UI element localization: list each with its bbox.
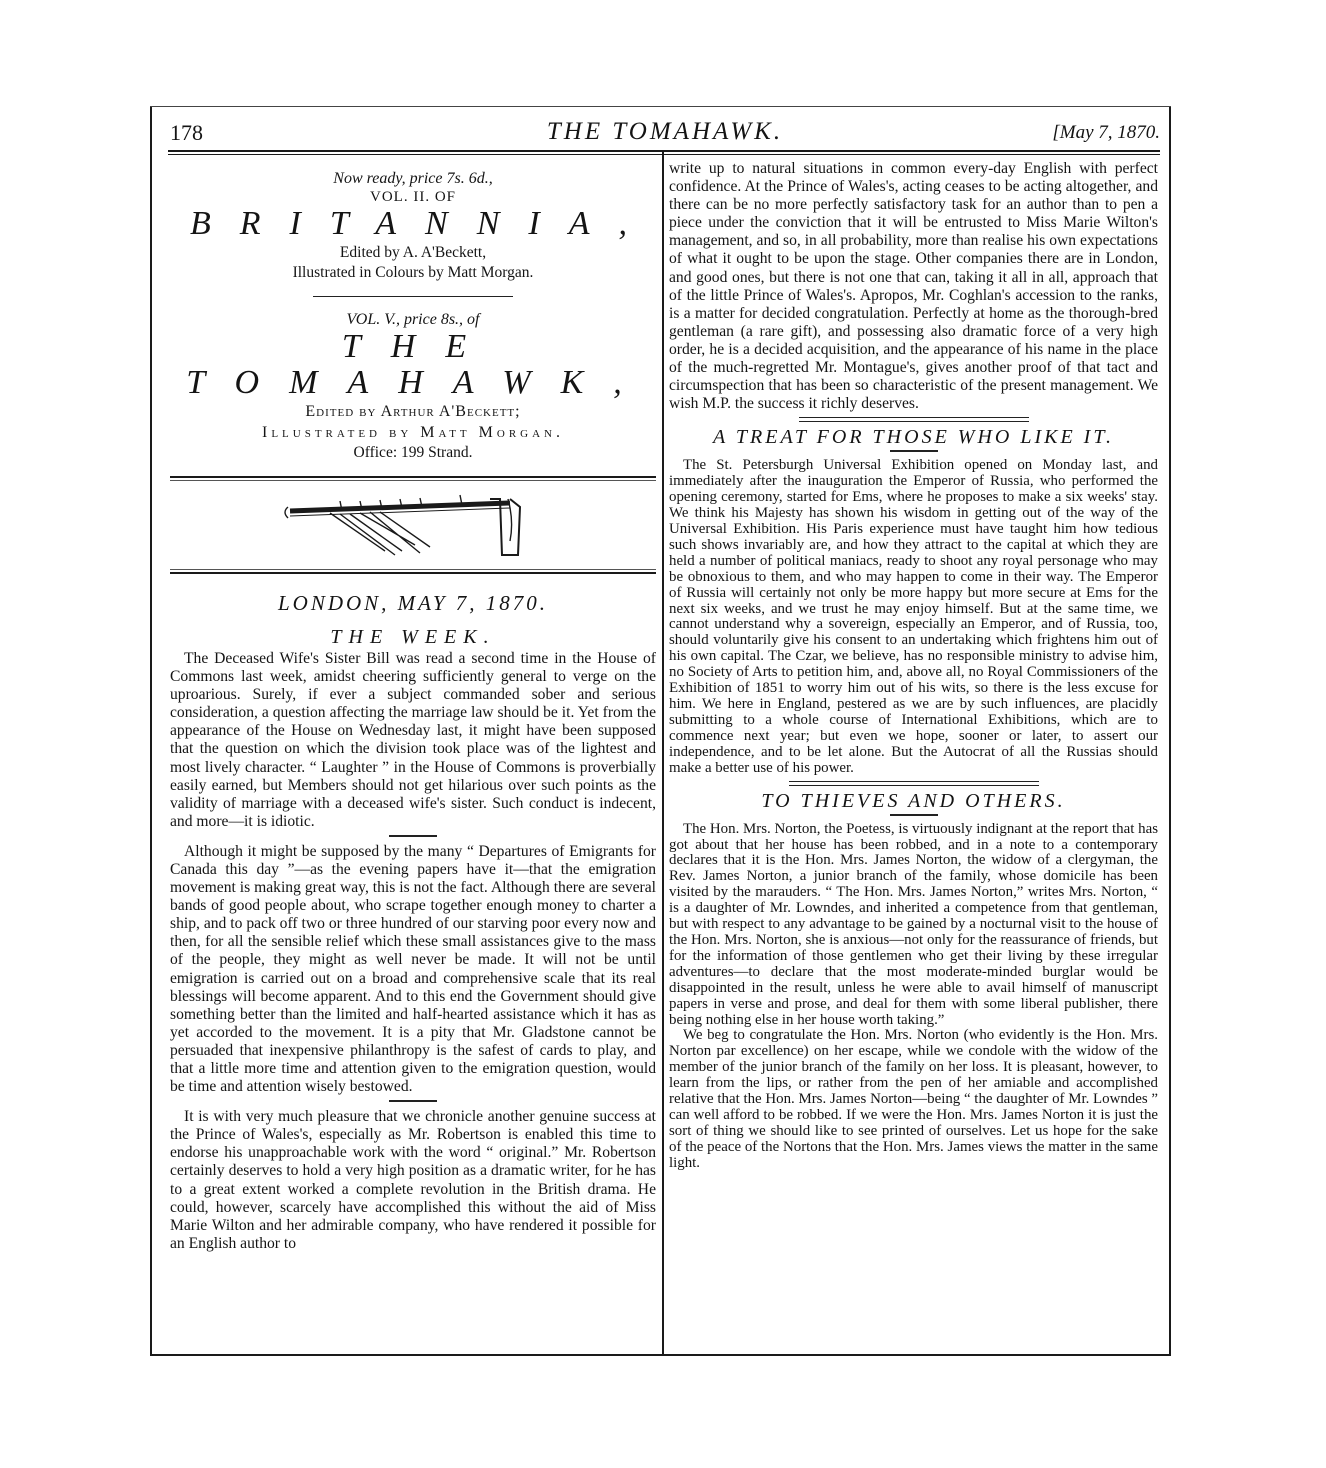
britannia-illustrator: Illustrated in Colours by Matt Morgan. xyxy=(292,264,534,282)
section-divider xyxy=(389,1100,437,1102)
section-divider xyxy=(890,814,938,816)
week-paragraph-2: Although it might be supposed by the many “ Departures of Emigrants for Canada this day ”—as the evening papers have it—that the emigration movement is making great way, this is not the fact. Although there are several bands of good people about, who scrape together enough money to charter a ship, and to pack off two or three hundred of our starving poor every now and then, for all the sensible relief which these small assistances give to the mass of the people, they might as well never be made. It will not be until emigration is carried out on a broad and comprehensive scale that its real blessings will become apparent. And to this end the Government should give something better than the limited and half-hearted assistance which it has as yet accorded to the movement. It is a pity that Mr. Gladstone cannot be persuaded that inexpensive philanthropy is the safest of cards to play, and that a little more time and attention given to the emigration question, would be time and attention wisely bestowed. xyxy=(170,842,656,1096)
britannia-editor: Edited by A. A'Beckett, xyxy=(339,244,487,262)
britannia-volume: VOL. II. OF xyxy=(370,189,456,206)
right-column xyxy=(669,160,1158,1172)
thieves-paragraph-1: The Hon. Mrs. Norton, the Poetess, is virtuously indignant at the report that has got about that her house has been robbed, and in a note to a contemporary declares that it is the Hon. Mrs. James Norton, the widow of a clergyman, the Rev. James Norton, a junior branch of the family, whose domicile has been visited by the marauders. “ The Hon. Mrs. James Norton,” writes Mrs. Norton, “ is a daughter of Mr. Lowndes, and inherited a competence from that gentleman, but with respect to any advantage to be gained by a nocturnal visit to the house of the Hon. Mrs. Norton, she is anxious—not only for the reassurance of friends, but for the information of those gentlemen who get their living by these irregular adventures—to declare that the most moderate-minded burglar would be disappointed in the result, unless he were able to avail himself of manuscript papers in verse and prose, and deal for them with some liberal publisher, there being nothing else in her house worth taking.” xyxy=(669,820,1158,1028)
week-paragraph-3-continued: write up to natural situations in common every-day English with perfect confidence. At the Prince of Wales's, acting ceases to be acting altogether, and there can be no more perfectly satisfactory task for an author than to pen a piece under the conviction that it will be entrusted to Miss Marie Wilton's management, and so, in all probability, more than realise his own expectations of what it ought to be upon the stage. Other companies there are in London, and good ones, but there is not one that can, taking it all in all, approach that of the little Prince of Wales's. Apropos, Mr. Coghlan's accession to the ranks, is a matter for decided congratulation. Perfectly at home as the thorough-bred gentleman (a rare gift), and possessing also dramatic force of a very high order, he is a decided acquisition, and the appearance of his name in the place of the much-regretted Mr. Montague's, gives another proof of that tact and circumspection that has been so characteristic of the present management. We wish M.P. the success it richly deserves. xyxy=(669,160,1158,413)
tomahawk-illustrator: Illustrated by Matt Morgan. xyxy=(261,423,564,441)
advert-divider xyxy=(313,296,513,297)
tomahawk-price: VOL. V., price 8s., of xyxy=(346,311,480,329)
section-title-thieves: TO THIEVES AND OTHERS. xyxy=(761,789,1066,812)
header-rule-thin xyxy=(168,154,1160,155)
tomahawk-advert xyxy=(170,311,656,461)
header-rule xyxy=(168,150,1160,152)
left-column xyxy=(170,170,656,1253)
section-divider xyxy=(389,835,437,837)
issue-date: [May 7, 1870. xyxy=(1052,122,1160,143)
double-rule xyxy=(789,781,1039,786)
top-rule xyxy=(150,106,1171,107)
section-divider xyxy=(890,450,938,452)
tomahawk-office: Office: 199 Strand. xyxy=(353,443,473,461)
section-title-the-week: THE WEEK. xyxy=(330,625,496,648)
double-rule xyxy=(799,417,1029,422)
page-header xyxy=(170,116,1160,152)
page-number: 178 xyxy=(170,120,203,145)
thieves-paragraph-2: We beg to congratulate the Hon. Mrs. Norton (who evidently is the Hon. Mrs. Norton par excellence) on her escape, while we condole with the widow of the member of the junior branch of the family on her loss. It is pleasant, however, to learn from the lips, or rather from the pen of her amiable and accomplished relative that the Hon. Mrs. James Norton—being “ the daughter of Mr. Lowndes ” can well afford to be robbed. If we were the Hon. Mrs. James Norton it is just the sort of thing we should like to see printed of ourselves. Let us hope for the sake of the peace of the Nortons that the Hon. Mrs. James views the matter in the same light. xyxy=(669,1027,1158,1171)
section-title-treat: A TREAT FOR THOSE WHO LIKE IT. xyxy=(713,426,1114,449)
week-paragraph-3: It is with very much pleasure that we chronicle another genuine success at the Prince of Wales's, especially as Mr. Robertson is enabled this time to endorse his unapproachable work with the word “ original.” Mr. Robertson certainly deserves to hold a very high position as a dramatic writer, for he has to a great extent worked a complete revolution in the British drama. He could, however, scarcely have accomplished this without the aid of Miss Marie Wilton and her admirable company, who have rendered it possible for an English author to xyxy=(170,1108,656,1252)
week-paragraph-1: The Deceased Wife's Sister Bill was read a second time in the House of Commons last week, amidst cheering sufficiently general to verge on the uproarious. Surely, if ever a subject commanded sober and serious consideration, a question affecting the marriage law should be it. Yet from the appearance of the House on Wednesday last, it might have been supposed that the question on which the division took place was of the lightest and most lively character. “ Laughter ” in the House of Commons is proverbially easily earned, but Members should not get hilarious over such points as the validity of marriage with a deceased wife's sister. Such conduct is indecent, and more—it is idiotic. xyxy=(170,649,656,830)
masthead: THE TOMAHAWK. xyxy=(546,118,784,145)
emblem-bottom-rule xyxy=(170,569,656,574)
britannia-advert xyxy=(170,170,656,282)
dateline: LONDON, MAY 7, 1870. xyxy=(277,590,549,615)
tomahawk-emblem-icon xyxy=(170,481,656,565)
tomahawk-editor: Edited by Arthur A'Beckett; xyxy=(305,403,521,421)
tomahawk-title: THE TOMAHAWK, xyxy=(186,328,652,402)
treat-paragraph-1: The St. Petersburgh Universal Exhibition opened on Monday last, and immediately after the inauguration the Emperor of Russia, who performed the opening ceremony, started for Ems, where he proposes to make a six weeks' stay. We think his Majesty has shown his wisdom in getting out of the way of the Universal Exhibition. His Paris experience must have taught him how tedious such shows invariably are, and how they attract to the capital at which they are held a number of political maniacs, ready to shoot any royal personage who may be obnoxious to them, and who may happen to come in their way. The Emperor of Russia will certainly not only be more happy but more secure at Ems for the next six weeks, and we trust he may enjoy himself. But at the same time, we cannot understand why a sovereign, especially an Emperor, and of Russia, too, should voluntarily give his consent to an undertaking which frightens him out of his own capital. The Czar, we believe, has no responsible ministry to advise him, no Society of Arts to petition him, and, above all, no Royal Commissioners of the Exhibition of 1851 to worry him out of his wits, so there is the less excuse for him. We here in England, pestered as we are by such influences, are placidly submitting to a whole course of International Exhibitions, which are to commence next year; but even we hope, sooner or later, to assert our independence, and to be let alone. But the Autocrat of all the Russias should make a better use of his power. xyxy=(669,457,1158,776)
column-rule xyxy=(662,152,664,1356)
britannia-price: Now ready, price 7s. 6d., xyxy=(333,170,493,187)
britannia-title: BRITANNIA, xyxy=(190,205,656,243)
